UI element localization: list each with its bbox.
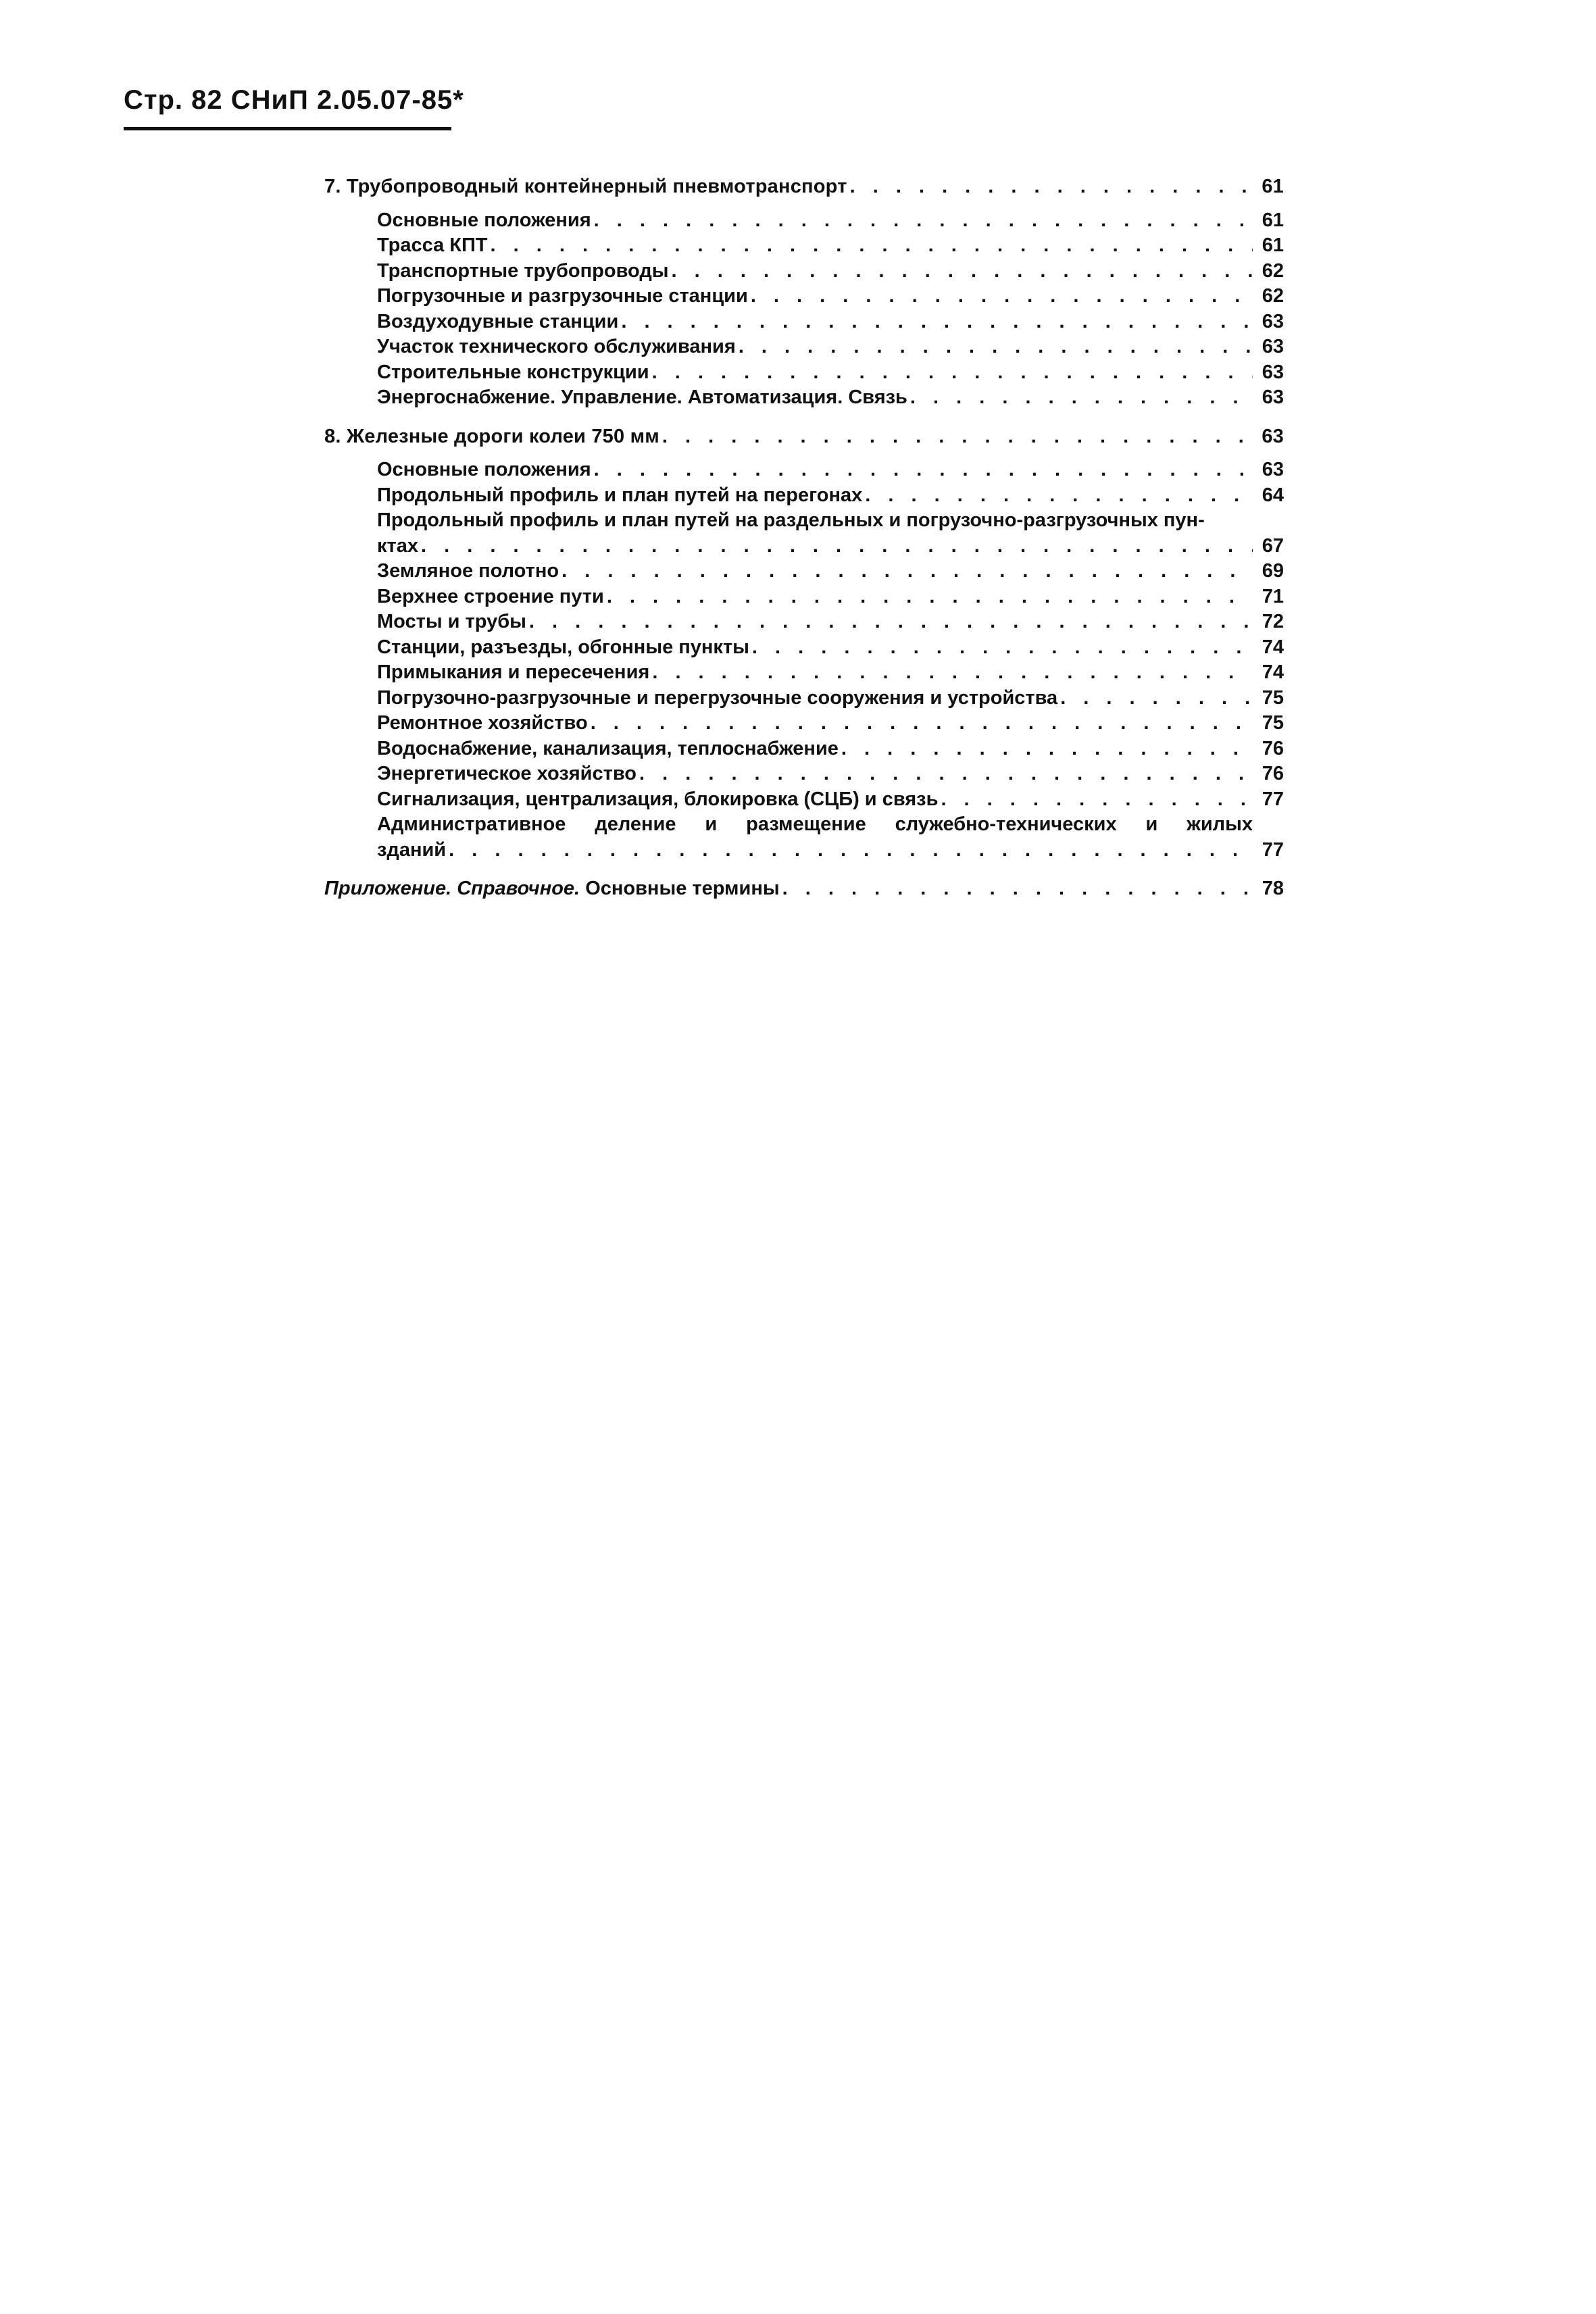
toc-item-title: Продольный профиль и план путей на перегонах [377,484,863,506]
toc-page-number: 62 [1262,285,1284,307]
toc-word: и [705,813,718,835]
toc-section-title: 7. Трубопроводный контейнерный пневмотранспорт [324,176,847,197]
table-of-contents [324,174,1284,902]
toc-page-number: 61 [1262,176,1284,197]
toc-page-number: 75 [1262,712,1284,734]
appendix-label: Приложение. Справочное. [324,878,580,899]
toc-item[interactable] [324,385,1284,411]
dot-leader [780,876,1253,902]
toc-page-number: 63 [1262,361,1284,383]
toc-item[interactable] [324,360,1284,386]
toc-item-title: Воздуходувные станции [377,310,619,332]
toc-item[interactable] [324,660,1284,686]
dot-leader [591,457,1253,483]
toc-page-number: 62 [1262,259,1284,282]
dot-leader [748,284,1253,309]
toc-item-title: Сигнализация, централизация, блокировка (СЦБ) и связь [377,788,939,810]
toc-item[interactable] [324,787,1284,813]
toc-page-number: 63 [1262,386,1284,408]
toc-page-number: 78 [1262,878,1284,899]
dot-leader [839,736,1253,762]
dot-leader [907,385,1253,411]
toc-item-title: Погрузочно-разгрузочные и перегрузочные сооружения и устройства [377,686,1058,709]
dot-leader [862,483,1253,509]
toc-page-number: 74 [1262,661,1284,683]
toc-item-title-line2: зданий [377,838,447,861]
toc-item-multiline[interactable] [324,812,1284,863]
dot-leader [938,787,1253,813]
toc-page-number: 76 [1262,737,1284,759]
toc-item-title: Основные положения [377,209,591,231]
dot-leader [749,635,1253,661]
toc-page-number: 61 [1262,209,1284,231]
toc-item-title: Верхнее строение пути [377,585,604,607]
toc-item-title: Примыкания и пересечения [377,661,650,683]
toc-item-title: Участок технического обслуживания [377,336,736,357]
toc-page-number: 76 [1262,763,1284,784]
toc-item[interactable] [324,233,1284,259]
toc-item-title: Строительные конструкции [377,361,649,383]
toc-page-number: 63 [1262,336,1284,357]
toc-item[interactable] [324,208,1284,234]
toc-item[interactable] [324,609,1284,635]
dot-leader [418,534,1253,559]
toc-item-title: Станции, разъезды, обгонные пункты [377,636,749,658]
dot-leader [659,424,1253,450]
dot-leader [637,761,1253,787]
toc-page-number: 69 [1262,560,1284,582]
toc-item-title: Транспортные трубопроводы [377,259,669,282]
toc-page-number: 72 [1262,611,1284,632]
toc-item[interactable] [324,584,1284,610]
toc-word: и [1145,813,1158,835]
page-header: Стр. 82 СНиП 2.05.07-85* [124,86,451,130]
toc-item[interactable] [324,635,1284,661]
toc-item-multiline[interactable] [324,508,1284,559]
dot-leader [736,334,1253,360]
dot-leader [559,559,1253,584]
toc-appendix-title [324,876,780,902]
dot-leader [847,174,1253,200]
toc-page-number: 77 [1262,838,1284,861]
dot-leader [604,584,1253,610]
toc-word: служебно-технических [895,813,1117,835]
toc-section-title: 8. Железные дороги колеи 750 мм [324,425,659,447]
toc-section-8[interactable] [324,424,1284,450]
dot-leader [591,208,1253,234]
dot-leader [649,360,1253,386]
toc-item-title: Трасса КПТ [377,234,488,256]
toc-item[interactable] [324,284,1284,309]
toc-item-title: Основные положения [377,459,591,480]
toc-page-number: 63 [1262,425,1284,447]
toc-page-number: 61 [1262,234,1284,256]
dot-leader [1057,686,1253,711]
dot-leader [488,233,1253,259]
toc-item-title: Земляное полотно [377,560,559,582]
toc-word: деление [595,813,676,835]
toc-appendix[interactable] [324,876,1284,902]
toc-item-title-line1 [377,812,1284,838]
toc-item[interactable] [324,711,1284,736]
dot-leader [588,711,1253,736]
toc-item[interactable] [324,483,1284,509]
toc-page-number: 64 [1262,484,1284,506]
dot-leader [669,259,1253,284]
toc-item[interactable] [324,686,1284,711]
toc-page-number: 77 [1262,788,1284,810]
toc-item[interactable] [324,559,1284,584]
toc-item[interactable] [324,309,1284,335]
toc-item[interactable] [324,457,1284,483]
toc-item-title: Мосты и трубы [377,611,526,632]
appendix-title: Основные термины [585,878,780,899]
toc-page-number: 67 [1262,534,1284,557]
toc-item-title: Энергетическое хозяйство [377,763,637,784]
dot-leader [526,609,1253,635]
toc-word: размещение [746,813,866,835]
toc-page-number: 71 [1262,585,1284,607]
dot-leader [618,309,1253,335]
toc-page-number: 63 [1262,310,1284,332]
toc-item-title: Погрузочные и разгрузочные станции [377,285,748,307]
toc-page-number: 63 [1262,459,1284,480]
toc-item-title-line2: ктах [377,534,418,557]
dot-leader [446,838,1253,863]
toc-page-number: 74 [1262,636,1284,658]
toc-item-title-line1: Продольный профиль и план путей на раздельных и погрузочно-разгрузочных пун- [377,509,1205,531]
toc-item-title: Ремонтное хозяйство [377,712,588,734]
toc-item[interactable] [324,334,1284,360]
dot-leader [649,660,1253,686]
toc-page-number: 75 [1262,686,1284,709]
toc-item[interactable] [324,761,1284,787]
toc-item[interactable] [324,259,1284,284]
toc-item-title: Водоснабжение, канализация, теплоснабжение [377,737,839,759]
toc-item-title: Энергоснабжение. Управление. Автоматизация. Связь [377,386,907,408]
toc-section-7[interactable] [324,174,1284,200]
toc-item[interactable] [324,736,1284,762]
toc-word: Административное [377,813,566,835]
toc-word: жилых [1187,813,1253,835]
